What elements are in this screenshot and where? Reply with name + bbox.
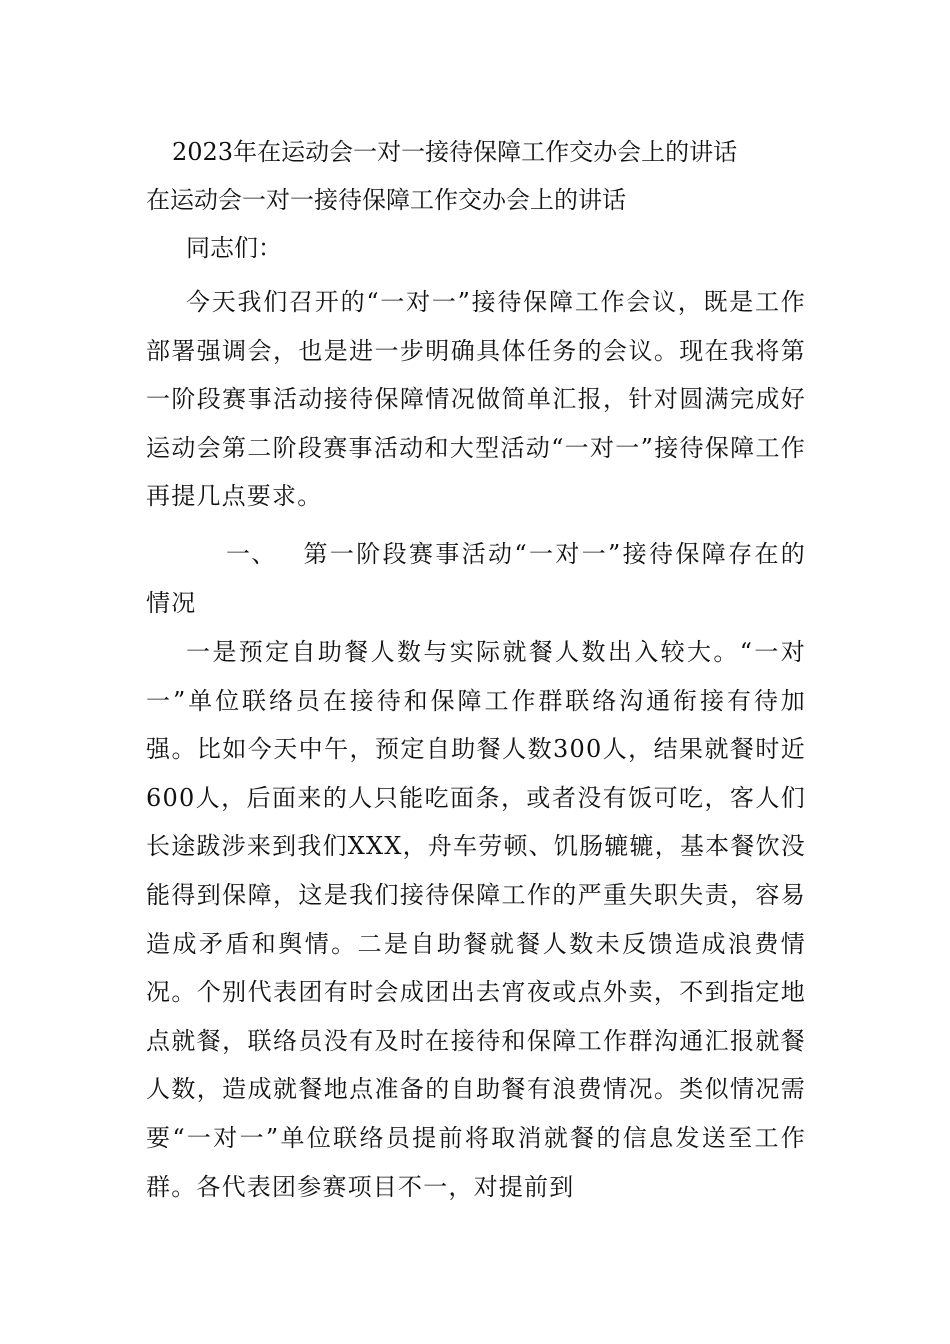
intro-paragraph: 今天我们召开的“一对一”接待保障工作会议，既是工作部署强调会，也是进一步明确具体任务的会议。现在我将第一阶段赛事活动接待保障情况做简单汇报，针对圆满完成好运动会第二阶段赛事活动和大型活动“一对一”接待保障工作再提几点要求。 bbox=[146, 288, 806, 511]
section-heading bbox=[146, 530, 806, 627]
salutation: 同志们： bbox=[186, 234, 282, 262]
section-heading-text: 第一阶段赛事活动“一对一”接待保障存在的情况 bbox=[146, 540, 806, 617]
section-number: 一、 bbox=[226, 540, 277, 568]
section-body-paragraph: 一是预定自助餐人数与实际就餐人数出入较大。“一对一”单位联络员在接待和保障工作群联络沟通衔接有待加强。比如今天中午，预定自助餐人数300人，结果就餐时近600人，后面来的人只能吃面条，或者没有饭可吃，客人们长途跋涉来到我们XXX，舟车劳顿、饥肠辘辘，基本餐饮没能得到保障，这是我们接待保障工作的严重失职失责，容易造成矛盾和舆情。二是自助餐就餐人数未反馈造成浪费情况。个别代表团有时会成团出去宵夜或点外卖，不到指定地点就餐，联络员没有及时在接待和保障工作群沟通汇报就餐人数，造成就餐地点准备的自助餐有浪费情况。类似情况需要“一对一”单位联络员提前将取消就餐的信息发送至工作群。各代表团参赛项目不一，对提前到 bbox=[146, 638, 806, 1201]
document-subtitle: 在运动会一对一接待保障工作交办会上的讲话 bbox=[146, 186, 626, 214]
document-title: 2023年在运动会一对一接待保障工作交办会上的讲话 bbox=[172, 138, 738, 166]
